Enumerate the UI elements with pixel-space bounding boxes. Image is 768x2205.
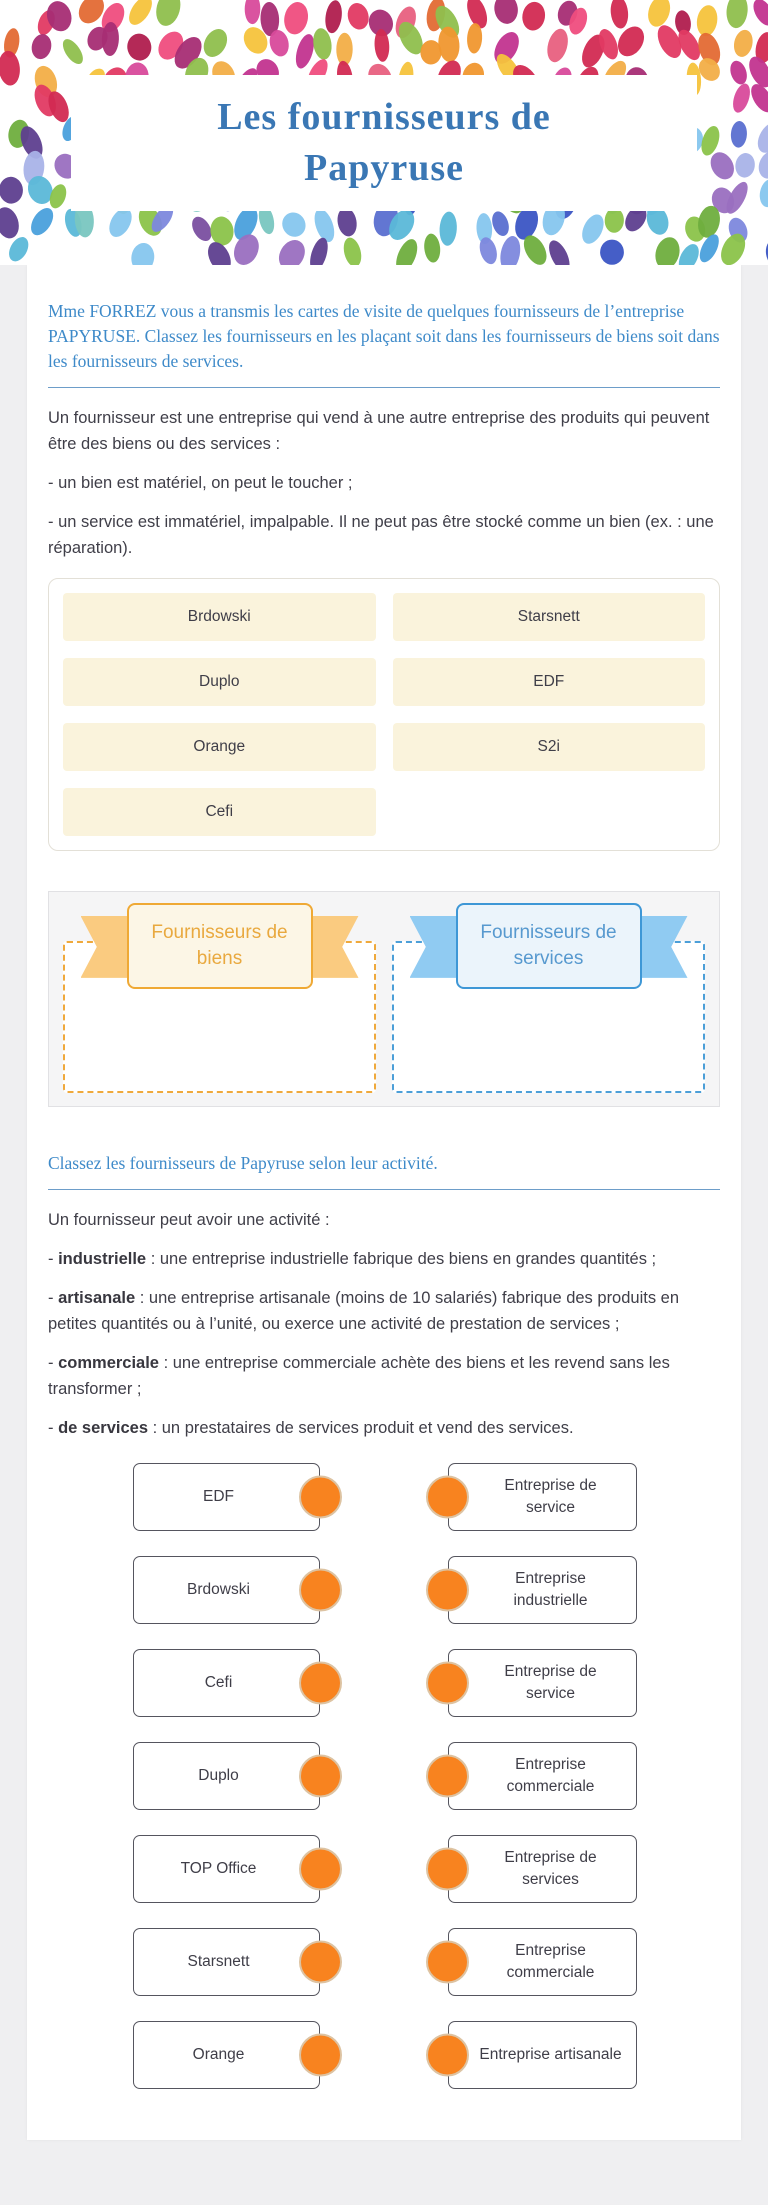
match-right-box [448, 1556, 637, 1624]
page-title-line-1: Les fournisseurs de [217, 95, 551, 138]
banner [0, 0, 768, 265]
word-bank [48, 578, 720, 851]
connector-dot-left[interactable] [299, 2034, 342, 2077]
activity-bullet-artisanale: - artisanale : une entreprise artisanale (moins de 10 salariés) fabrique des produits en petites quantités ou à l’unité, ou exerce une activité de prestation de services ; [48, 1288, 680, 1333]
match-right-label: Entreprise commerciale [506, 1755, 595, 1796]
title-card [71, 75, 697, 211]
match-right-box [448, 1649, 637, 1717]
match-left-box [133, 2021, 320, 2089]
match-row [133, 1463, 720, 1531]
ribbon-label-biens: Fournisseurs de biens [127, 903, 313, 989]
connector-dot-left[interactable] [299, 1755, 342, 1798]
connector-dot-right[interactable] [426, 1569, 469, 1612]
ribbon-label-services: Fournisseurs de services [456, 903, 642, 989]
match-right-label: Entreprise de services [504, 1848, 597, 1889]
definition-bullet-bien: - un bien est matériel, on peut le toucher ; [48, 473, 353, 492]
connector-dot-left[interactable] [299, 1941, 342, 1984]
section-divider [48, 1189, 720, 1190]
match-left-box [133, 1928, 320, 1996]
connector-dot-right[interactable] [426, 1755, 469, 1798]
definition-paragraph: Un fournisseur est une entreprise qui vend à une autre entreprise des produits qui peuvent être des biens ou des services : [48, 408, 710, 453]
activity-paragraph: Un fournisseur peut avoir une activité : [48, 1210, 330, 1229]
match-left-box [133, 1835, 320, 1903]
match-row [133, 1835, 720, 1903]
word-chip-duplo[interactable]: Duplo [63, 658, 376, 706]
word-chip-starsnett[interactable]: Starsnett [393, 593, 706, 641]
match-left-box [133, 1742, 320, 1810]
activity-bullet-de-services: - de services : un prestataires de services produit et vend des services. [48, 1419, 574, 1438]
match-row [133, 1928, 720, 1996]
connector-dot-right[interactable] [426, 2034, 469, 2077]
match-right-label: Entreprise industrielle [513, 1569, 588, 1610]
connector-dot-right[interactable] [426, 1941, 469, 1984]
match-row [133, 2021, 720, 2089]
connector-dot-left[interactable] [299, 1569, 342, 1612]
connector-dot-left[interactable] [299, 1848, 342, 1891]
activity-bullet-commerciale: - commerciale : une entreprise commerciale achète des biens et les revend sans les transformer ; [48, 1353, 670, 1398]
word-chip-brdowski[interactable]: Brdowski [63, 593, 376, 641]
connector-dot-right[interactable] [426, 1476, 469, 1519]
match-left-label: Starsnett [187, 1952, 250, 1970]
match-left-label: Cefi [204, 1673, 233, 1691]
ribbon-biens [127, 903, 313, 989]
word-chip-s2i[interactable]: S2i [393, 723, 706, 771]
matching-exercise [48, 1463, 720, 2089]
match-row [133, 1649, 720, 1717]
word-chip-cefi[interactable]: Cefi [63, 788, 376, 836]
word-chip-orange[interactable]: Orange [63, 723, 376, 771]
sort-panel [48, 891, 720, 1107]
match-left-label: TOP Office [180, 1859, 257, 1877]
match-right-box [448, 1463, 637, 1531]
connector-dot-left[interactable] [299, 1662, 342, 1705]
match-right-box [448, 2021, 637, 2089]
match-left-label: EDF [203, 1487, 234, 1505]
match-right-label: Entreprise artisanale [479, 2045, 622, 2063]
match-left-label: Orange [192, 2045, 245, 2063]
page-title-line-2: Papyruse [304, 147, 464, 189]
definition-bullet-service: - un service est immatériel, impalpable. Il ne peut pas être stocké comme un bien (ex. : une réparation). [48, 512, 714, 557]
match-right-label: Entreprise de service [504, 1662, 597, 1703]
match-right-box [448, 1835, 637, 1903]
word-chip-edf[interactable]: EDF [393, 658, 706, 706]
match-left-label: Brdowski [187, 1580, 250, 1598]
worksheet-card [27, 265, 741, 2140]
instruction-text: Mme FORREZ vous a transmis les cartes de visite de quelques fournisseurs de l’entreprise PAPYRUSE. Classez les fournisseurs en les plaçant soit dans les fournisseurs de biens soit dans les fournisseurs de services. [48, 301, 720, 371]
connector-dot-right[interactable] [426, 1848, 469, 1891]
sort-zone-biens [63, 903, 376, 1093]
match-left-box [133, 1649, 320, 1717]
match-row [133, 1556, 720, 1624]
sort-zone-services [392, 903, 705, 1093]
match-right-label: Entreprise de service [504, 1476, 597, 1517]
ribbon-services [456, 903, 642, 989]
activity-heading: Classez les fournisseurs de Papyruse selon leur activité. [48, 1152, 438, 1173]
match-row [133, 1742, 720, 1810]
connector-dot-right[interactable] [426, 1662, 469, 1705]
section-divider [48, 387, 720, 388]
match-left-label: Duplo [198, 1766, 239, 1784]
match-right-box [448, 1928, 637, 1996]
match-right-label: Entreprise commerciale [506, 1941, 595, 1982]
match-left-box [133, 1556, 320, 1624]
connector-dot-left[interactable] [299, 1476, 342, 1519]
match-right-box [448, 1742, 637, 1810]
match-left-box [133, 1463, 320, 1531]
activity-bullet-industrielle: - industrielle : une entreprise industrielle fabrique des biens en grandes quantités ; [48, 1249, 657, 1268]
